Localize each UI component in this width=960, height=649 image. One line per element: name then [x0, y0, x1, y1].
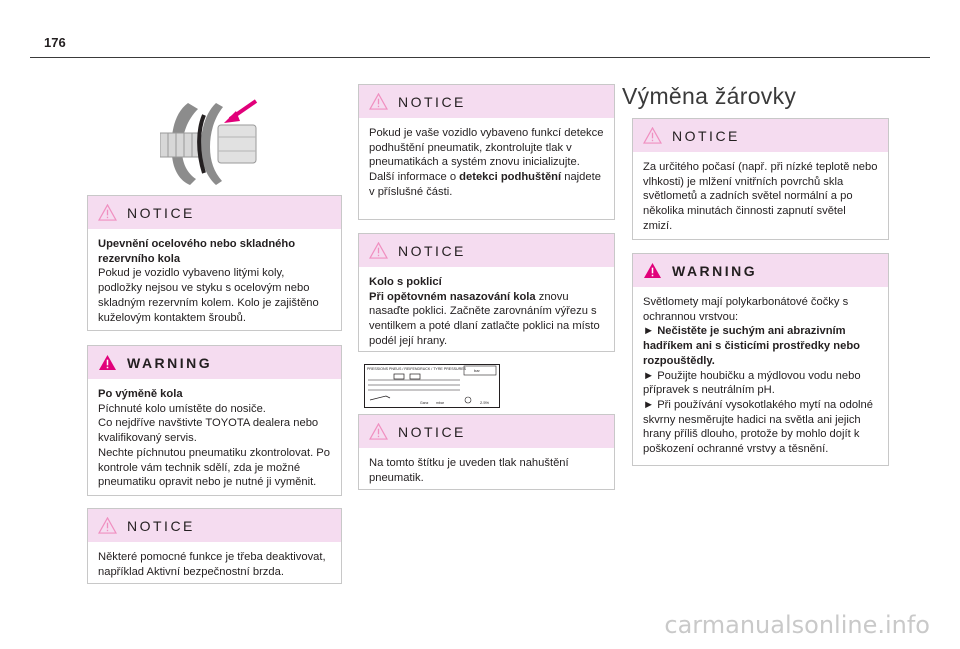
notice-title: NOTICE: [127, 517, 195, 534]
notice-icon: [369, 242, 388, 259]
bullet-icon: ►: [643, 398, 655, 411]
notice-icon: [369, 423, 388, 440]
label-code-right: 2.5%: [480, 400, 490, 405]
warning-icon: [643, 262, 662, 279]
notice-header: [88, 196, 341, 229]
notice-header: [359, 234, 614, 267]
notice-title: NOTICE: [398, 93, 466, 110]
warning-bold-title: Po výměně kola: [98, 388, 183, 400]
notice-title: NOTICE: [398, 423, 466, 440]
notice-bold-title: Upevnění ocelového nebo skladného rezervního kola: [98, 238, 296, 265]
warning-title: WARNING: [127, 354, 213, 371]
notice-label: [358, 414, 615, 490]
notice-deactivate: [87, 508, 342, 584]
warning-header: [88, 346, 341, 379]
warning-title: WARNING: [672, 262, 758, 279]
notice-hubcap: [358, 233, 615, 352]
notice-text: najdete v příslušné části.: [369, 171, 601, 198]
warning-line: Píchnuté kolo umístěte do nosiče.: [98, 402, 266, 415]
label-code-mid: mbar: [436, 401, 444, 405]
notice-text: Některé pomocné funkce je třeba deaktivovat, například Aktivní bezpečnostní brzda.: [98, 551, 326, 578]
label-code-left: Ganz: [420, 401, 429, 405]
notice-icon: [98, 204, 117, 221]
notice-icon: [98, 517, 117, 534]
notice-icon: [643, 127, 662, 144]
notice-bold-prefix: Při opětovném nasazování kola: [369, 290, 536, 303]
warning-item: Při používání vysokotlakého mytí na odolné skvrny nesměrujte hadici na světla ani jejich hrany příliš dlouho, protože by mohlo dojít k poškození ochranné vrstvy a těsnění.: [643, 398, 873, 456]
bullet-icon: ►: [643, 369, 655, 382]
notice-icon: [369, 93, 388, 110]
watermark: carmanualsonline.info: [664, 611, 930, 639]
wheel-bolt-illustration: [160, 95, 260, 190]
notice-text: Pokud je vaše vozidlo vybaveno funkcí detekce podhuštění pneumatik, zkontrolujte tlak v pneumatikách a systém znovu inicializujte.: [369, 127, 604, 169]
warning-icon: [98, 354, 117, 371]
bullet-icon: ►: [643, 325, 655, 338]
notice-text: Další informace o: [369, 171, 457, 184]
warning-header: [633, 254, 888, 287]
warning-after-change: [87, 345, 342, 496]
top-rule: [30, 57, 930, 58]
warning-line: Co nejdříve navštivte TOYOTA dealera nebo kvalifikovaný servis.: [98, 417, 319, 445]
notice-text: znovu nasaďte poklici. Začněte zarovnáním výřezu s ventilkem a poté dlaní zatlačte poklici na místo podél její hrany.: [369, 290, 600, 347]
notice-pressure: [358, 84, 615, 220]
notice-text: Za určitého počasí (např. při nízké teplotě nebo vlhkosti) je mlžení vnitřních povrchů skla světlometů a zadních světel normální a po několika minutách činnosti zapnutí světel zmizí.: [643, 161, 878, 232]
notice-link-term: detekci podhuštění: [459, 171, 562, 184]
notice-bold-title: Kolo s poklicí: [369, 276, 442, 288]
section-title: Výměna žárovky: [622, 83, 797, 109]
warning-item: Nečistěte je suchým ani abrazivním hadříkem ani s čisticími prostředky nebo rozpouštědly.: [643, 325, 860, 367]
notice-title: NOTICE: [127, 204, 195, 221]
notice-text: Na tomto štítku je uveden tlak nahuštění pneumatik.: [369, 457, 569, 484]
notice-header: [633, 119, 888, 152]
notice-headlamp: [632, 118, 889, 240]
notice-title: NOTICE: [398, 242, 466, 259]
tire-pressure-label-illustration: [364, 364, 500, 408]
warning-line: Nechte píchnutou pneumatiku zkontrolovat. Po kontrole vám technik sdělí, zda je možné pneumatiku opravit nebo je nutné ji vyměnit.: [98, 446, 330, 489]
notice-header: [88, 509, 341, 542]
notice-header: [359, 85, 614, 118]
notice-header: [359, 415, 614, 448]
label-unit: bar: [474, 368, 480, 373]
page-number: 176: [44, 35, 66, 50]
warning-intro: Světlomety mají polykarbonátové čočky s ochrannou vrstvou:: [643, 296, 849, 323]
notice-steel-wheel: [87, 195, 342, 331]
label-heading: PRESSIONS PNEUS / REIFENDRUCK / TYRE PRESSURES: [367, 367, 466, 371]
warning-item: Použijte houbičku a mýdlovou vodu nebo přípravek s neutrálním pH.: [643, 369, 861, 397]
notice-text: Pokud je vozidlo vybaveno litými koly, podložky nejsou ve styku s ocelovým nebo skladným rezervním kolem. Kolo je zajištěno kuželovým kontaktem šroubů.: [98, 267, 319, 324]
notice-title: NOTICE: [672, 127, 740, 144]
warning-polycarbonate: [632, 253, 889, 466]
